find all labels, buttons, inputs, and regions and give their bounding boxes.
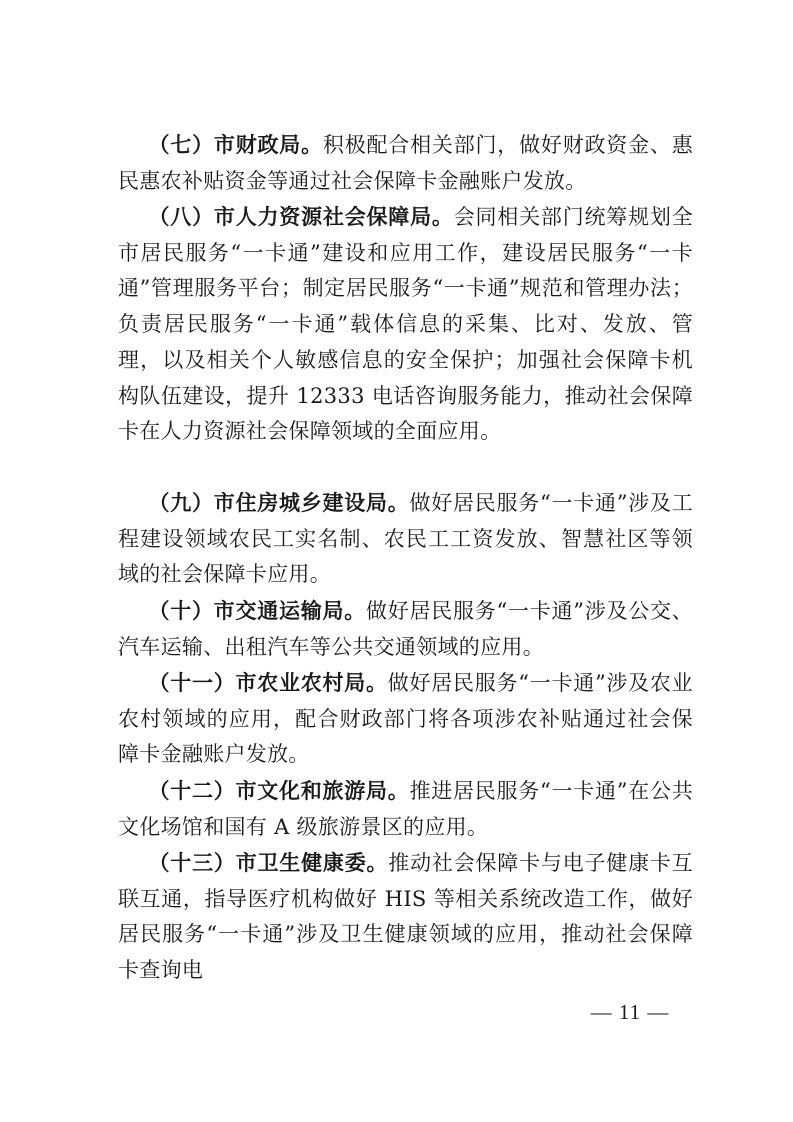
- paragraph-heading: （九）市住房城乡建设局。: [148, 491, 410, 515]
- paragraph-body: 做好居民服务“一卡通”涉及公交、汽车运输、出租汽车等公共交通领域的应用。: [118, 599, 693, 659]
- paragraph-8: [118, 200, 693, 450]
- paragraph-heading: （十）市交通运输局。: [148, 599, 366, 623]
- paragraph-7: [118, 128, 693, 199]
- paragraph-body: 推进居民服务“一卡通”在公共文化场馆和国有 A 级旅游景区的应用。: [118, 779, 693, 839]
- paragraph-body: 积极配合相关部门，做好财政资金、惠民惠农补贴资金等通过社会保障卡金融账户发放。: [118, 133, 693, 193]
- paragraph-10: [118, 594, 693, 665]
- paragraph-heading: （八）市人力资源社会保障局。: [148, 205, 454, 229]
- paragraph-body: 推动社会保障卡与电子健康卡互联互通，指导医疗机构做好 HIS 等相关系统改造工作，做好居民服务“一卡通”涉及卫生健康领域的应用，推动社会保障卡查询电: [118, 851, 693, 983]
- paragraph-9: [118, 486, 693, 593]
- page-number: — 11 —: [590, 1000, 670, 1024]
- paragraph-body: 会同相关部门统筹规划全市居民服务“一卡通”建设和应用工作，建设居民服务“一卡通”管理服务平台；制定居民服务“一卡通”规范和管理办法；负责居民服务“一卡通”载体信息的采集、比对、发放、管理，以及相关个人敏感信息的安全保护；加强社会保障卡机构队伍建设，提升 12333 电话咨询服务能力，推动社会保障卡在人力资源社会保障领域的全面应用。: [118, 205, 693, 444]
- paragraph-heading: （十一）市农业农村局。: [148, 671, 388, 695]
- paragraph-heading: （十三）市卫生健康委。: [148, 851, 389, 875]
- paragraph-11: [118, 666, 693, 773]
- paragraph-heading: （七）市财政局。: [148, 133, 323, 157]
- paragraph-12: [118, 774, 693, 845]
- paragraph-body: 做好居民服务“一卡通”涉及工程建设领域农民工实名制、农民工工资发放、智慧社区等领域的社会保障卡应用。: [118, 491, 693, 587]
- paragraph-heading: （十二）市文化和旅游局。: [148, 779, 410, 803]
- paragraph-body: 做好居民服务“一卡通”涉及农业农村领域的应用，配合财政部门将各项涉农补贴通过社会保障卡金融账户发放。: [118, 671, 693, 767]
- paragraph-13: [118, 846, 693, 989]
